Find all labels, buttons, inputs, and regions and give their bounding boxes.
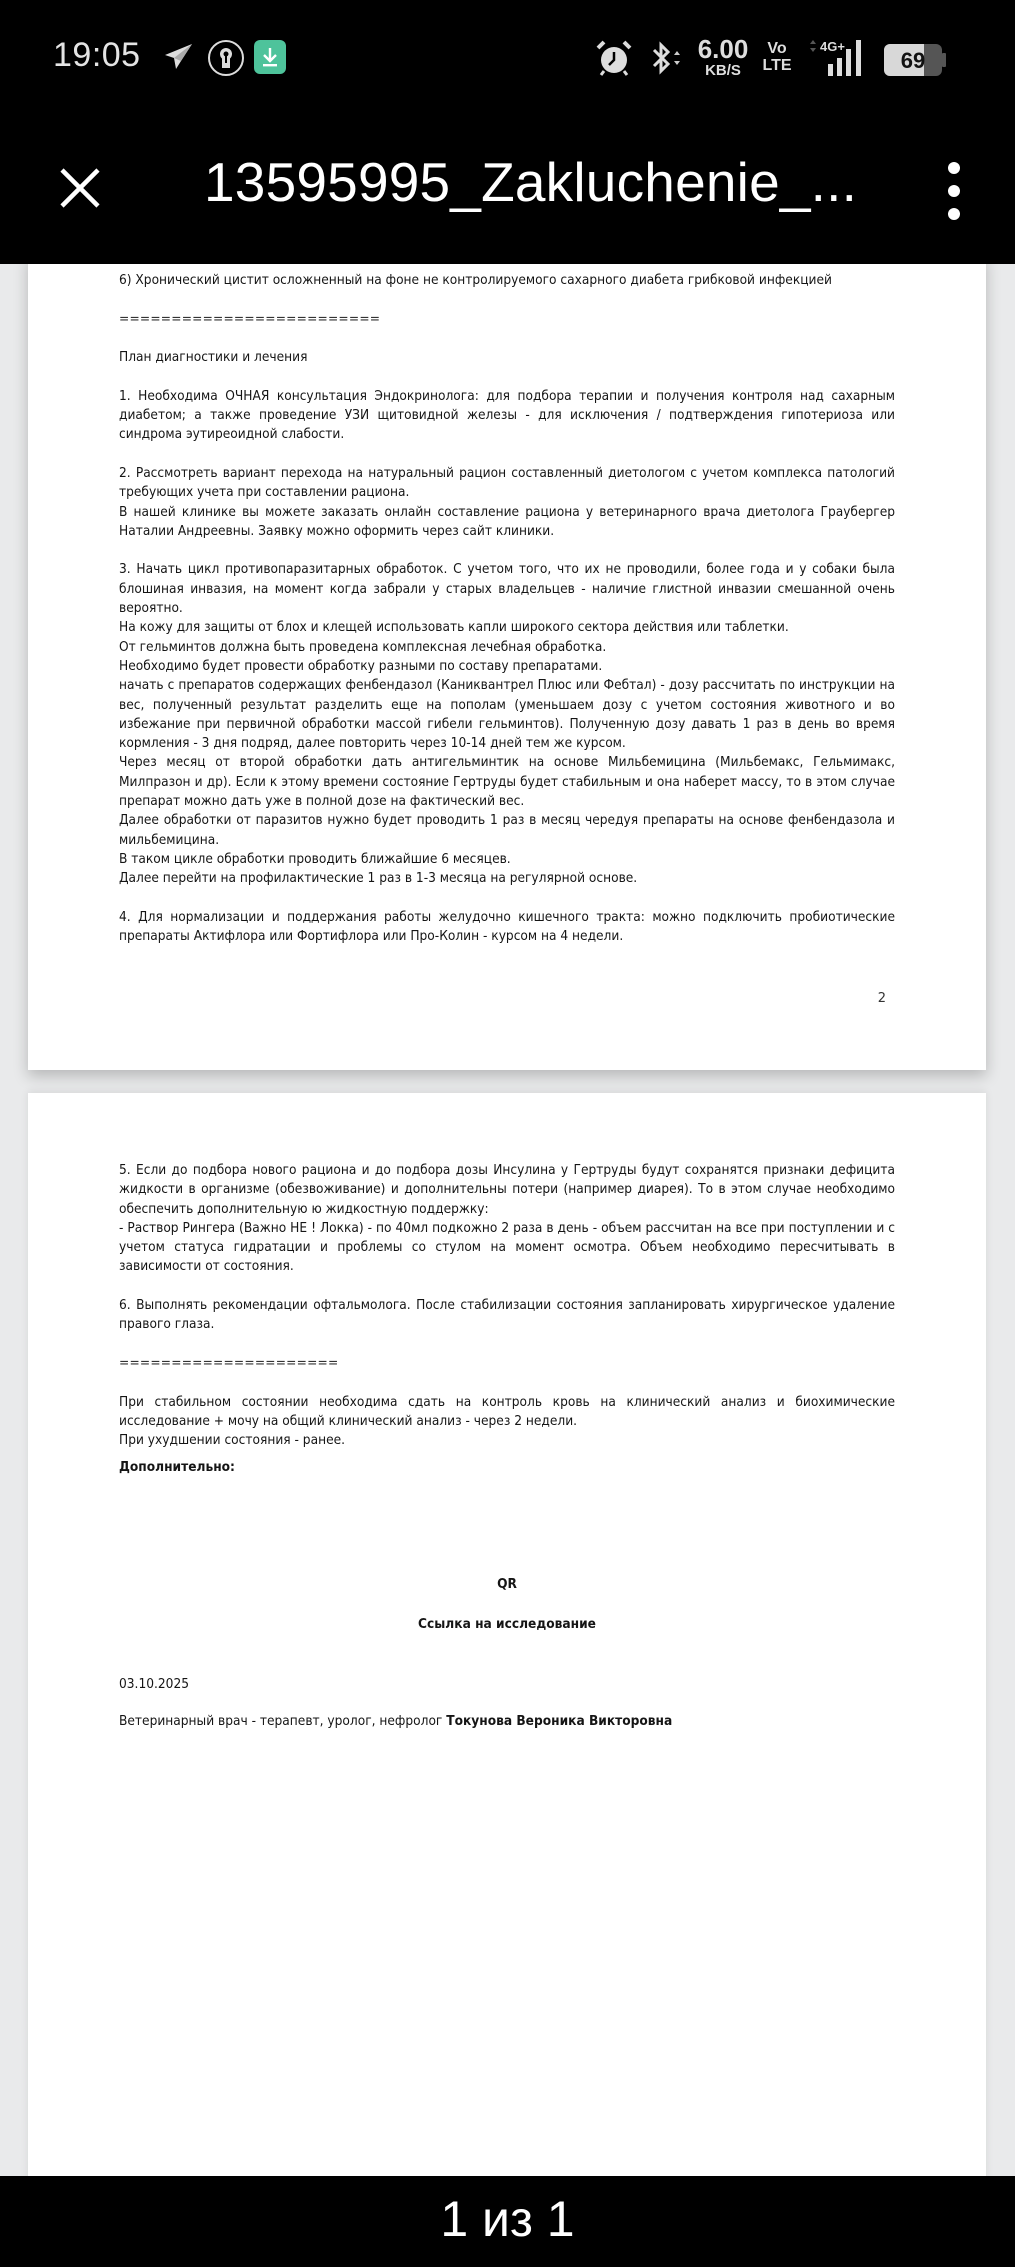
network-speed <box>690 36 756 78</box>
separator: ========================= <box>119 310 381 327</box>
app-bar <box>0 118 1015 264</box>
plan-item-4: 4. Для нормализации и поддержания работы желудочно кишечного тракта: можно подключить пробиотические препараты Актифлора или Фортифлора или Про-Колин - курсом на 4 недели. <box>119 908 895 945</box>
doctor-role: Ветеринарный врач - терапевт, уролог, нефролог <box>119 1712 447 1729</box>
plan-item-3-line: Через месяц от второй обработки дать антигельминтик на основе Мильбемицина (Мильбемакс, Гельмимакс, Милпразон и др). Если к этому времени состояние Гертруды будет стабильным и она наберет массу, то в этом случае препарат можно дать уже в полной дозе на фактический вес. <box>119 754 895 810</box>
battery-icon <box>884 44 948 76</box>
volte-icon <box>760 40 794 74</box>
battery-level: 69 <box>900 48 926 73</box>
plan-item-3-line: На кожу для защиты от блох и клещей использовать капли широкого сектора действия или таблетки. <box>119 619 789 636</box>
document-title: 13595995_Zakluchenie_... <box>204 151 858 213</box>
plan-heading: План диагностики и лечения <box>119 349 308 366</box>
plan-item-6: 6. Выполнять рекомендации офтальмолога. После стабилизации состояния запланировать хирургическое удаление правого глаза. <box>119 1297 895 1333</box>
download-icon <box>254 40 286 74</box>
status-time: 19:05 <box>53 36 141 74</box>
plan-item-3-line: Необходимо будет провести обработку разными по составу препаратами. <box>119 657 603 674</box>
close-icon <box>59 167 101 209</box>
page-number: 2 <box>877 991 886 1006</box>
more-vert-icon-dot <box>948 185 960 197</box>
network-speed-unit: KB/S <box>705 62 741 79</box>
plan-item-2: 2. Рассмотреть вариант перехода на натуральный рацион составленный диетологом с учетом комплекса патологий требующих учета при составлении рациона. <box>119 464 895 501</box>
telegram-icon <box>162 40 196 74</box>
doctor-signature <box>119 1712 895 1731</box>
close-button[interactable] <box>50 158 110 218</box>
page-counter: 1 из 1 <box>440 2190 575 2247</box>
diagnosis-6: 6) Хронический цистит осложненный на фоне не контролируемого сахарного диабета грибковой инфекцией <box>119 272 832 288</box>
doctor-name: Токунова Вероника Викторовна <box>446 1712 673 1729</box>
separator: ===================== <box>119 1354 339 1371</box>
plan-item-3-line: Далее перейти на профилактические 1 раз в 1-3 месяца на регулярной основе. <box>119 870 638 887</box>
plan-item-5: 5. Если до подбора нового рациона и до подбора дозы Инсулина у Гертруды будут сохранятся признаки дефицита жидкости в организме (обезвоживание) и дополнительны потери (например диарея). То в этом случае необходимо обеспечить дополнительную ю жидкостную поддержку: <box>119 1162 895 1217</box>
document-page <box>28 1093 986 2176</box>
volte-bottom: LTE <box>762 57 792 74</box>
status-bar <box>0 0 1015 118</box>
keyhole-icon <box>208 40 244 76</box>
bottom-bar <box>0 2176 1015 2267</box>
page-content <box>119 271 895 946</box>
plan-item-3-line: В таком цикле обработки проводить ближайшие 6 месяцев. <box>119 850 511 867</box>
signal-icon <box>808 38 870 78</box>
plan-item-5-line: - Раствор Рингера (Важно НЕ ! Локка) - по 40мл подкожно 2 раза в день - объем рассчитан на все при поступлении и с учетом статуса гидратации и проблемы со стулом на момент осмотра. Объем необходимо пересчитывать в зависимости от состояния. <box>119 1219 895 1275</box>
plan-item-1: 1. Необходима ОЧНАЯ консультация Эндокринолога: для подбора терапии и получения контроля над сахарным диабетом; а также проведение УЗИ щитовидной железы - для исключения / подтверждения гипотериоза или синдрома эутиреоидной слабости. <box>119 387 895 443</box>
control-note: При стабильном состоянии необходима сдать на контроль кровь на клинический анализ и биохимические исследование + мочу на общий клинический анализ - через 2 недели. <box>119 1393 895 1429</box>
document-page <box>28 264 986 1070</box>
document-viewer[interactable] <box>0 264 1015 2176</box>
control-note-worse: При ухудшении состояния - ранее. <box>119 1432 346 1449</box>
volte-top: Vo <box>767 40 787 57</box>
plan-item-3-line: начать с препаратов содержащих фенбендазол (Каниквантрел Плюс или Фебтал) - дозу рассчитать по инструкции на вес, полученный результат разделить еще на пополам (уменьшаем дозу с учетом состояния животного и во избежание при первичной обработки массой гибели гельминтов). Полученную дозу давать 1 раз в день во время кормления - 3 дня подряд, далее повторить через 10-14 дней тем же курсом. <box>119 677 895 752</box>
qr-label: QR <box>497 1575 517 1592</box>
plan-item-2-note: В нашей клинике вы можете заказать онлайн составление рациона у ветеринарного врача диетолога Граубергер Наталии Андреевны. Заявку можно оформить через сайт клиники. <box>119 503 895 539</box>
more-vert-icon-dot <box>948 208 960 220</box>
plan-item-3: 3. Начать цикл противопаразитарных обработок. С учетом того, что их не проводили, более года и у собаки была блошиная инвазия, на момент когда забрали у старых владельцев - наличие глистной инвазии смешанной очень вероятно. <box>119 561 895 617</box>
network-type: 4G+ <box>820 39 845 54</box>
bluetooth-icon <box>646 38 686 78</box>
more-options-button[interactable] <box>936 158 972 224</box>
alarm-icon <box>594 38 634 78</box>
study-link[interactable]: Ссылка на исследование <box>418 1616 596 1633</box>
additional-heading: Дополнительно: <box>119 1459 235 1476</box>
network-speed-value: 6.00 <box>697 34 749 64</box>
plan-item-3-line: Далее обработки от паразитов нужно будет проводить 1 раз в месяц чередуя препараты на основе фенбендазола и мильбемицина. <box>119 812 895 848</box>
plan-item-3-line: От гельминтов должна быть проведена комплексная лечебная обработка. <box>119 638 607 655</box>
document-date: 03.10.2025 <box>119 1676 189 1693</box>
page-content <box>119 1161 895 1731</box>
more-vert-icon <box>948 162 960 174</box>
